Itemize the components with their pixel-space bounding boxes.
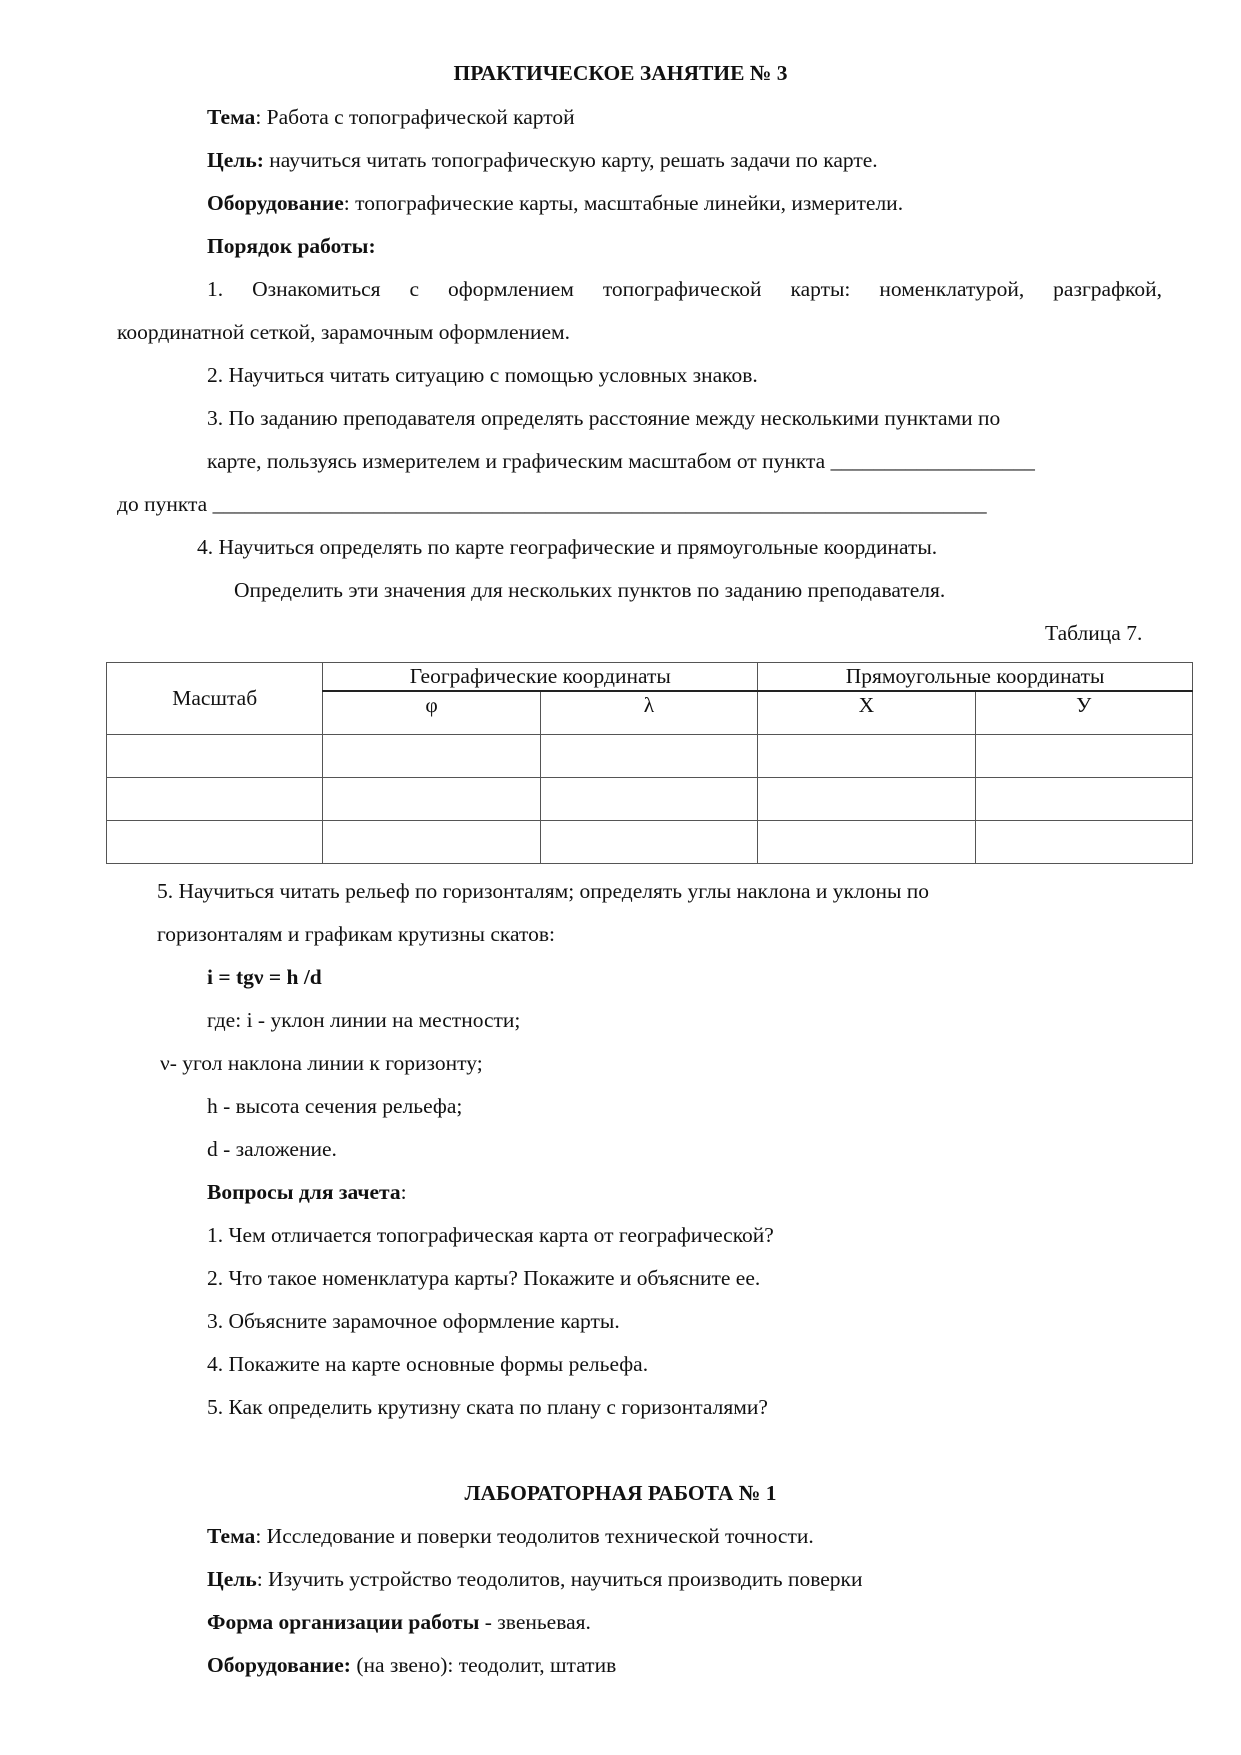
step-3-line-2: карте, пользуясь измерителем и графическим масштабом от пункта ___________________: [207, 449, 1035, 473]
lab-form: [207, 1609, 591, 1635]
table-cell[interactable]: [975, 735, 1192, 778]
table-cell[interactable]: [107, 778, 323, 821]
lab-equipment-label: Оборудование:: [207, 1653, 351, 1677]
lab-goal-value: : Изучить устройство теодолитов, научиться производить поверки: [256, 1567, 863, 1591]
step-2: 2. Научиться читать ситуацию с помощью условных знаков.: [207, 363, 758, 387]
table-row: [107, 778, 1193, 821]
header-geographic: Географические координаты: [323, 663, 758, 692]
table-cell[interactable]: [975, 821, 1192, 864]
equipment-value: : топографические карты, масштабные линейки, измерители.: [343, 191, 904, 215]
step-1-line-1: 1. Ознакомиться с оформлением топографической карты: номенклатурой, разграфкой,: [207, 277, 1162, 301]
goal-label: Цель:: [207, 148, 264, 172]
table-row: [107, 735, 1193, 778]
table-cell[interactable]: [758, 821, 975, 864]
header-phi: φ: [323, 691, 540, 735]
question-item: 4. Покажите на карте основные формы рельефа.: [207, 1352, 649, 1376]
table-cell[interactable]: [540, 735, 757, 778]
table-row: [107, 821, 1193, 864]
slope-formula: i = tgν = h /d: [207, 965, 322, 989]
step-4-line-1: 4. Научиться определять по карте географические и прямоугольные координаты.: [197, 535, 938, 559]
step-4-line-2: Определить эти значения для нескольких пунктов по заданию преподавателя.: [234, 578, 946, 602]
coordinates-table: [106, 662, 1193, 864]
step-3-line-3: до пункта ________________________________________________________________________: [117, 492, 987, 516]
table-cell[interactable]: [323, 778, 540, 821]
goal-value: научиться читать топографическую карту, решать задачи по карте.: [263, 148, 878, 172]
questions-label: Вопросы для зачета: [207, 1180, 401, 1204]
table-cell[interactable]: [975, 778, 1192, 821]
where-v: ν- угол наклона линии к горизонту;: [160, 1051, 483, 1075]
practical-topic: [207, 104, 575, 130]
where-h: h - высота сечения рельефа;: [207, 1094, 463, 1118]
header-lambda: λ: [540, 691, 757, 735]
questions-heading: [207, 1179, 407, 1205]
header-x: X: [758, 691, 975, 735]
table-cell[interactable]: [758, 735, 975, 778]
step-5-line-2: горизонталям и графикам крутизны скатов:: [157, 922, 555, 946]
lab-equipment-value: (на звено): теодолит, штатив: [350, 1653, 617, 1677]
practical-goal: [207, 147, 878, 173]
lab-topic-value: : Исследование и поверки теодолитов технической точности.: [255, 1524, 814, 1548]
table-cell[interactable]: [323, 735, 540, 778]
question-item: 1. Чем отличается топографическая карта от географической?: [207, 1223, 774, 1247]
question-item: 3. Объясните зарамочное оформление карты.: [207, 1309, 620, 1333]
table-cell[interactable]: [107, 735, 323, 778]
lab-title: ЛАБОРАТОРНАЯ РАБОТА № 1: [464, 1481, 777, 1505]
where-i: где: i - уклон линии на местности;: [207, 1008, 521, 1032]
lab-goal: [207, 1566, 862, 1592]
step-3-line-1: 3. По заданию преподавателя определять расстояние между несколькими пунктами по: [207, 406, 1001, 430]
table-header-row-1: [107, 663, 1193, 692]
header-rectangular: Прямоугольные координаты: [758, 663, 1193, 692]
table-cell[interactable]: [323, 821, 540, 864]
header-y: У: [975, 691, 1192, 735]
table-cell[interactable]: [540, 821, 757, 864]
topic-value: : Работа с топографической картой: [255, 105, 575, 129]
equipment-label: Оборудование: [207, 191, 344, 215]
question-item: 2. Что такое номенклатура карты? Покажите и объясните ее.: [207, 1266, 761, 1290]
table-cell[interactable]: [540, 778, 757, 821]
practical-equipment: [207, 190, 903, 216]
lab-equipment: [207, 1652, 616, 1678]
where-d: d - заложение.: [207, 1137, 337, 1161]
table-caption: Таблица 7.: [1045, 621, 1143, 645]
lab-topic-label: Тема: [207, 1524, 256, 1548]
table-cell[interactable]: [107, 821, 323, 864]
question-item: 5. Как определить крутизну ската по плану с горизонталями?: [207, 1395, 768, 1419]
questions-colon: :: [400, 1180, 407, 1204]
table-cell[interactable]: [758, 778, 975, 821]
lab-topic: [207, 1523, 814, 1549]
topic-label: Тема: [207, 105, 256, 129]
lab-form-label: Форма организации работы: [207, 1610, 480, 1634]
step-1-line-2: координатной сеткой, зарамочным оформлением.: [117, 320, 571, 344]
lab-form-value: - звеньевая.: [479, 1610, 591, 1634]
procedure-heading: Порядок работы:: [207, 234, 376, 258]
step-5-line-1: 5. Научиться читать рельеф по горизонталям; определять углы наклона и уклоны по: [157, 879, 930, 903]
header-scale: Масштаб: [107, 663, 323, 735]
practical-title: ПРАКТИЧЕСКОЕ ЗАНЯТИЕ № 3: [453, 61, 788, 85]
lab-goal-label: Цель: [207, 1567, 257, 1591]
